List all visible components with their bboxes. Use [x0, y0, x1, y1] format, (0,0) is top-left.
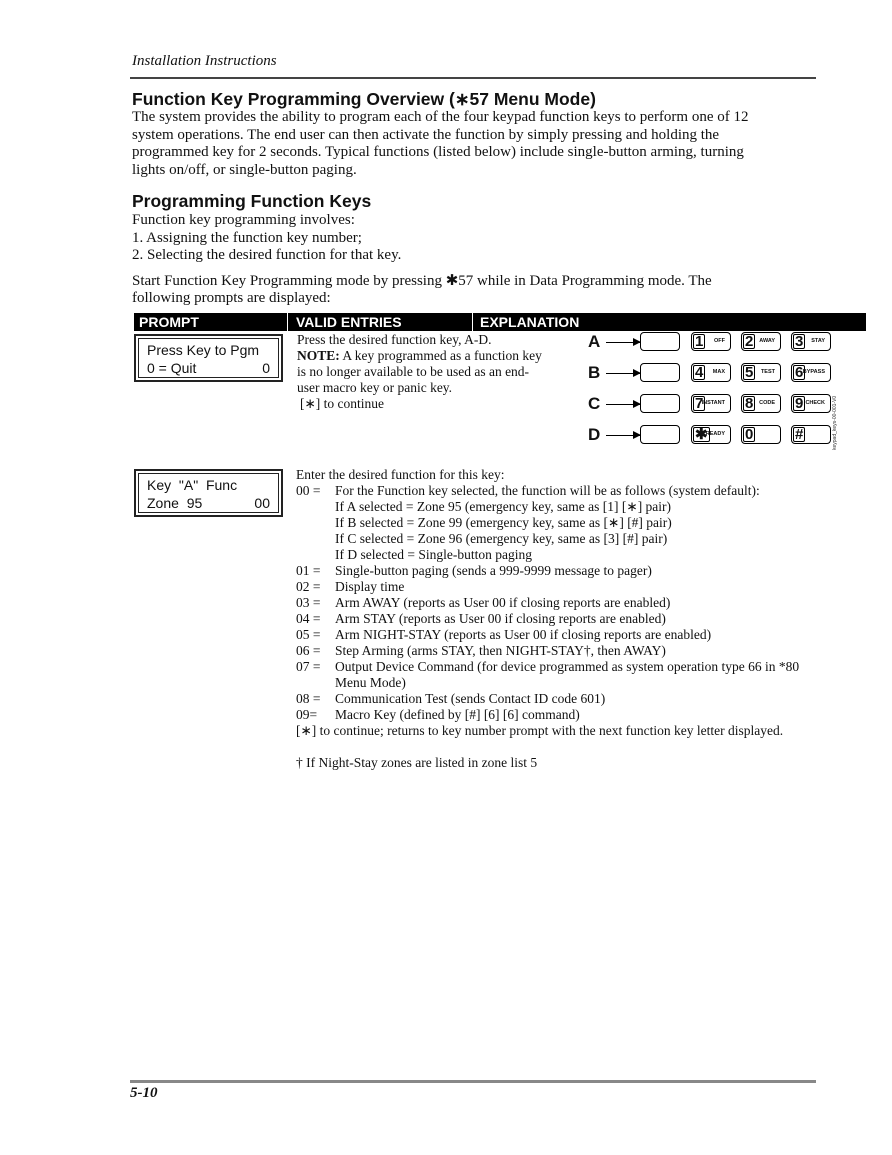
lcd-line-2: Zone 95 — [147, 495, 203, 511]
programming-paragraph — [132, 212, 712, 308]
function-code: 05 = — [296, 627, 321, 642]
function-desc: Display time — [335, 579, 405, 594]
lcd-value: 0 — [262, 360, 270, 376]
lcd-line-1: Press Key to Pgm — [147, 342, 260, 358]
continue-instruction: [∗] to continue; returns to key number prompt with the next function key letter displayed. — [296, 723, 784, 738]
running-header: Installation Instructions — [132, 53, 277, 69]
function-key-d — [640, 425, 680, 444]
key-function: INSTANT — [701, 400, 725, 406]
function-desc: Arm STAY (reports as User 00 if closing reports are enabled) — [335, 611, 666, 626]
text-line: lights on/off, or single-button paging. — [132, 161, 357, 178]
text-line: Press the desired function key, A-D. — [297, 332, 492, 347]
column-header-prompt: PROMPT — [139, 314, 199, 330]
key-digit: 3 — [795, 333, 804, 350]
key-digit: 8 — [745, 395, 754, 412]
step-item: 2. Selecting the desired function for that key. — [132, 247, 402, 263]
key-digit: 6 — [795, 364, 804, 381]
key-digit: 1 — [695, 333, 704, 350]
text-line: Start Function Key Programming mode by pressing ✱57 while in Data Programming mode. The — [132, 272, 712, 289]
key-digit: 4 — [695, 364, 704, 381]
keypad-key-star — [691, 425, 731, 444]
keypad-key-1 — [691, 332, 731, 351]
text-line: is no longer available to be used as an end- — [297, 364, 530, 379]
keypad-key-4 — [691, 363, 731, 382]
function-key-b — [640, 363, 680, 382]
text-line: system operations. The end user can then activate the function by simply pressing and holding the — [132, 126, 720, 143]
function-desc: If A selected = Zone 95 (emergency key, same as [1] [∗] pair) — [335, 499, 672, 514]
text-line: user macro key or panic key. — [297, 380, 453, 395]
key-digit: 0 — [745, 426, 754, 443]
key-function: STAY — [811, 338, 825, 344]
function-desc: Menu Mode) — [335, 675, 406, 690]
arrow-icon — [606, 373, 640, 374]
key-digit: 2 — [745, 333, 754, 350]
function-key-label-d: D — [588, 425, 601, 444]
key-function: READY — [705, 431, 725, 437]
arrow-icon — [606, 404, 640, 405]
key-function: BYPASS — [802, 369, 825, 375]
section-heading-overview: Function Key Programming Overview (∗57 Menu Mode) — [132, 89, 596, 109]
function-code: 06 = — [296, 643, 321, 658]
key-digit: 5 — [745, 364, 754, 381]
overview-paragraph — [132, 109, 749, 179]
note-text: A key programmed as a function key — [339, 348, 542, 363]
function-code: 03 = — [296, 595, 321, 610]
function-desc: If B selected = Zone 99 (emergency key, same as [∗] [#] pair) — [335, 515, 672, 530]
text-line: Function key programming involves: — [132, 212, 355, 228]
key-function: MAX — [712, 369, 725, 375]
arrow-icon — [606, 342, 640, 343]
key-digit: ✱ — [695, 426, 708, 443]
function-desc: Output Device Command (for device programmed as system operation type 66 in *80 — [335, 659, 800, 674]
keypad-key-5 — [741, 363, 781, 382]
key-digit: # — [795, 426, 804, 443]
function-desc: Step Arming (arms STAY, then NIGHT-STAY†, then AWAY) — [335, 643, 666, 658]
function-code: 01 = — [296, 563, 321, 578]
note-line — [297, 348, 577, 364]
column-divider — [287, 313, 288, 331]
function-desc: Arm AWAY (reports as User 00 if closing reports are enabled) — [335, 595, 671, 610]
function-code: 04 = — [296, 611, 321, 626]
column-divider — [472, 313, 473, 331]
section-heading-programming: Programming Function Keys — [132, 191, 372, 211]
step-item: 1. Assigning the function key number; — [132, 229, 362, 246]
keypad-diagram — [585, 330, 875, 450]
lcd-line-2: 0 = Quit — [147, 360, 197, 376]
key-function: CODE — [759, 400, 775, 406]
table-header — [134, 313, 866, 331]
function-desc: Single-button paging (sends a 999-9999 message to pager) — [335, 563, 652, 578]
text-line: [∗] to continue — [300, 396, 385, 411]
key-digit: 9 — [795, 395, 804, 412]
key-function: AWAY — [759, 338, 775, 344]
function-code: 00 = — [296, 483, 321, 498]
row2-intro: Enter the desired function for this key: — [296, 467, 505, 482]
keypad-key-3 — [791, 332, 831, 351]
column-header-explanation: EXPLANATION — [480, 314, 580, 330]
lcd-display-prompt-2 — [134, 469, 283, 517]
text-line: The system provides the ability to program each of the four keypad function keys to perform one of 12 — [132, 109, 749, 125]
function-desc: Communication Test (sends Contact ID code 601) — [335, 691, 606, 706]
function-key-label-a: A — [588, 332, 601, 351]
arrow-icon — [606, 435, 640, 436]
text-line: programmed key for 2 seconds. Typical functions (listed below) include single-button arming, turning — [132, 144, 744, 160]
keypad-key-0 — [741, 425, 781, 444]
footer-rule — [130, 1080, 816, 1083]
lcd-line-1: Key "A" Func — [147, 477, 238, 493]
key-function: CHECK — [805, 400, 825, 406]
function-code: 09= — [296, 707, 318, 722]
keypad-key-pound — [791, 425, 831, 444]
lcd-value: 00 — [254, 495, 270, 511]
note-label: NOTE: — [297, 348, 340, 363]
keypad-key-9 — [791, 394, 831, 413]
function-key-a — [640, 332, 680, 351]
function-key-c — [640, 394, 680, 413]
keypad-key-8 — [741, 394, 781, 413]
key-digit: 7 — [695, 395, 704, 412]
function-desc: Macro Key (defined by [#] [6] [6] command) — [335, 707, 580, 722]
function-code: 07 = — [296, 659, 321, 674]
diagram-caption: keypad_keys-00-001-V0 — [832, 395, 838, 450]
footnote: † If Night-Stay zones are listed in zone list 5 — [296, 755, 538, 770]
function-desc: Arm NIGHT-STAY (reports as User 00 if closing reports are enabled) — [335, 627, 712, 642]
keypad-key-2 — [741, 332, 781, 351]
key-function: TEST — [760, 369, 775, 375]
function-code: 08 = — [296, 691, 321, 706]
function-desc: If D selected = Single-button paging — [335, 547, 532, 562]
function-desc: For the Function key selected, the function will be as follows (system default): — [335, 483, 760, 498]
function-code: 02 = — [296, 579, 321, 594]
function-key-label-c: C — [588, 394, 601, 413]
keypad-key-6 — [791, 363, 831, 382]
text-line: following prompts are displayed: — [132, 290, 331, 306]
function-key-label-b: B — [588, 363, 601, 382]
keypad-key-7 — [691, 394, 731, 413]
lcd-display-prompt-1 — [134, 334, 283, 382]
page-number: 5-10 — [130, 1085, 158, 1101]
key-function: OFF — [714, 338, 725, 344]
row1-explanation — [297, 332, 577, 412]
column-header-valid-entries: VALID ENTRIES — [296, 314, 402, 330]
header-rule — [130, 77, 816, 79]
function-desc: If C selected = Zone 96 (emergency key, same as [3] [#] pair) — [335, 531, 668, 546]
